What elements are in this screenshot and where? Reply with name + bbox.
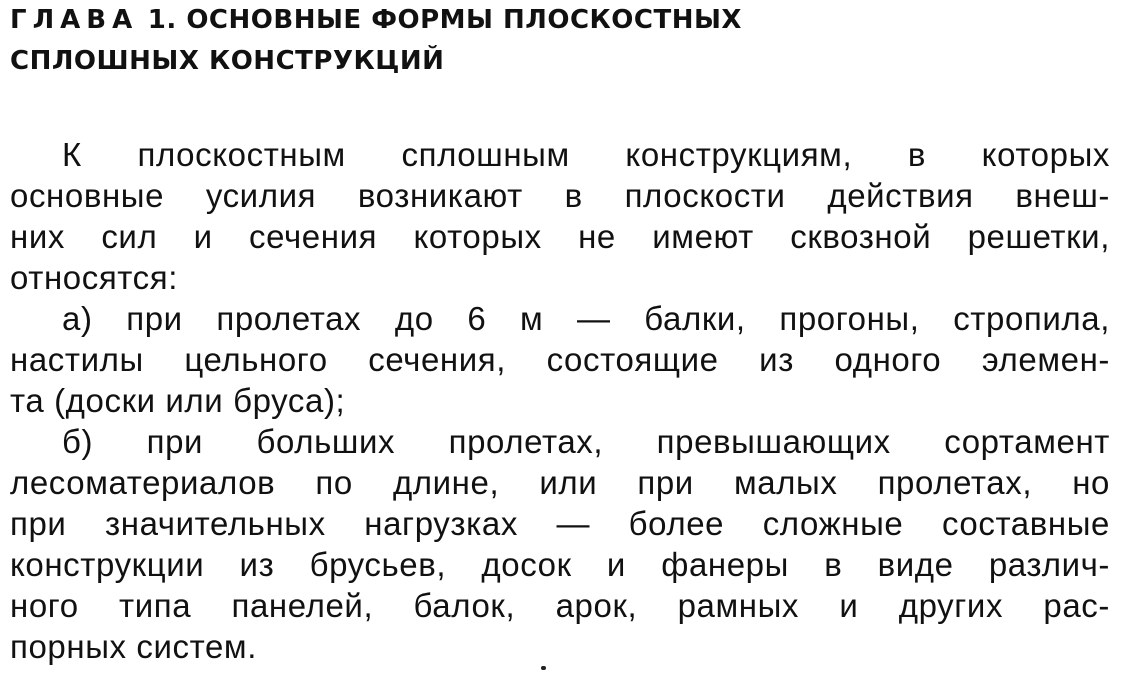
text-line: а) при пролетах до 6 м — балки, прогоны, стропила, bbox=[62, 300, 1110, 337]
chapter-number: 1. bbox=[147, 5, 177, 35]
chapter-title-line-1: ОСНОВНЫЕ ФОРМЫ ПЛОСКОСТНЫХ bbox=[186, 5, 742, 35]
chapter-body bbox=[10, 134, 1110, 667]
text-line: К плоскостным сплошным конструкциям, в которых bbox=[62, 136, 1110, 173]
text-line: та (доски или бруса); bbox=[10, 382, 346, 419]
chapter-heading-line-1 bbox=[10, 0, 742, 41]
chapter-title-line-2: СПЛОШНЫХ КОНСТРУКЦИЙ bbox=[10, 46, 445, 76]
text-line: порных систем. bbox=[10, 628, 257, 665]
paragraph-intro bbox=[10, 134, 1110, 298]
text-line: лесоматериалов по длине, или при малых пролетах, но bbox=[10, 464, 1110, 501]
text-line: б) при больших пролетах, превышающих сортамент bbox=[62, 423, 1110, 460]
text-line: ного типа панелей, балок, арок, рамных и других рас- bbox=[10, 587, 1110, 624]
chapter-word: ГЛАВА bbox=[10, 5, 139, 35]
text-line: основные усилия возникают в плоскости действия внеш- bbox=[10, 177, 1110, 214]
text-line: настилы цельного сечения, состоящие из одного элемен- bbox=[10, 341, 1110, 378]
text-line: них сил и сечения которых не имеют сквозной решетки, bbox=[10, 218, 1110, 255]
chapter-heading bbox=[10, 0, 742, 82]
paragraph-item-a bbox=[10, 298, 1110, 421]
text-line: относятся: bbox=[10, 259, 178, 296]
print-speck bbox=[541, 666, 546, 670]
text-line: конструкции из брусьев, досок и фанеры в виде различ- bbox=[10, 546, 1110, 583]
text-line: при значительных нагрузках — более сложные составные bbox=[10, 505, 1110, 542]
paragraph-item-b bbox=[10, 421, 1110, 667]
